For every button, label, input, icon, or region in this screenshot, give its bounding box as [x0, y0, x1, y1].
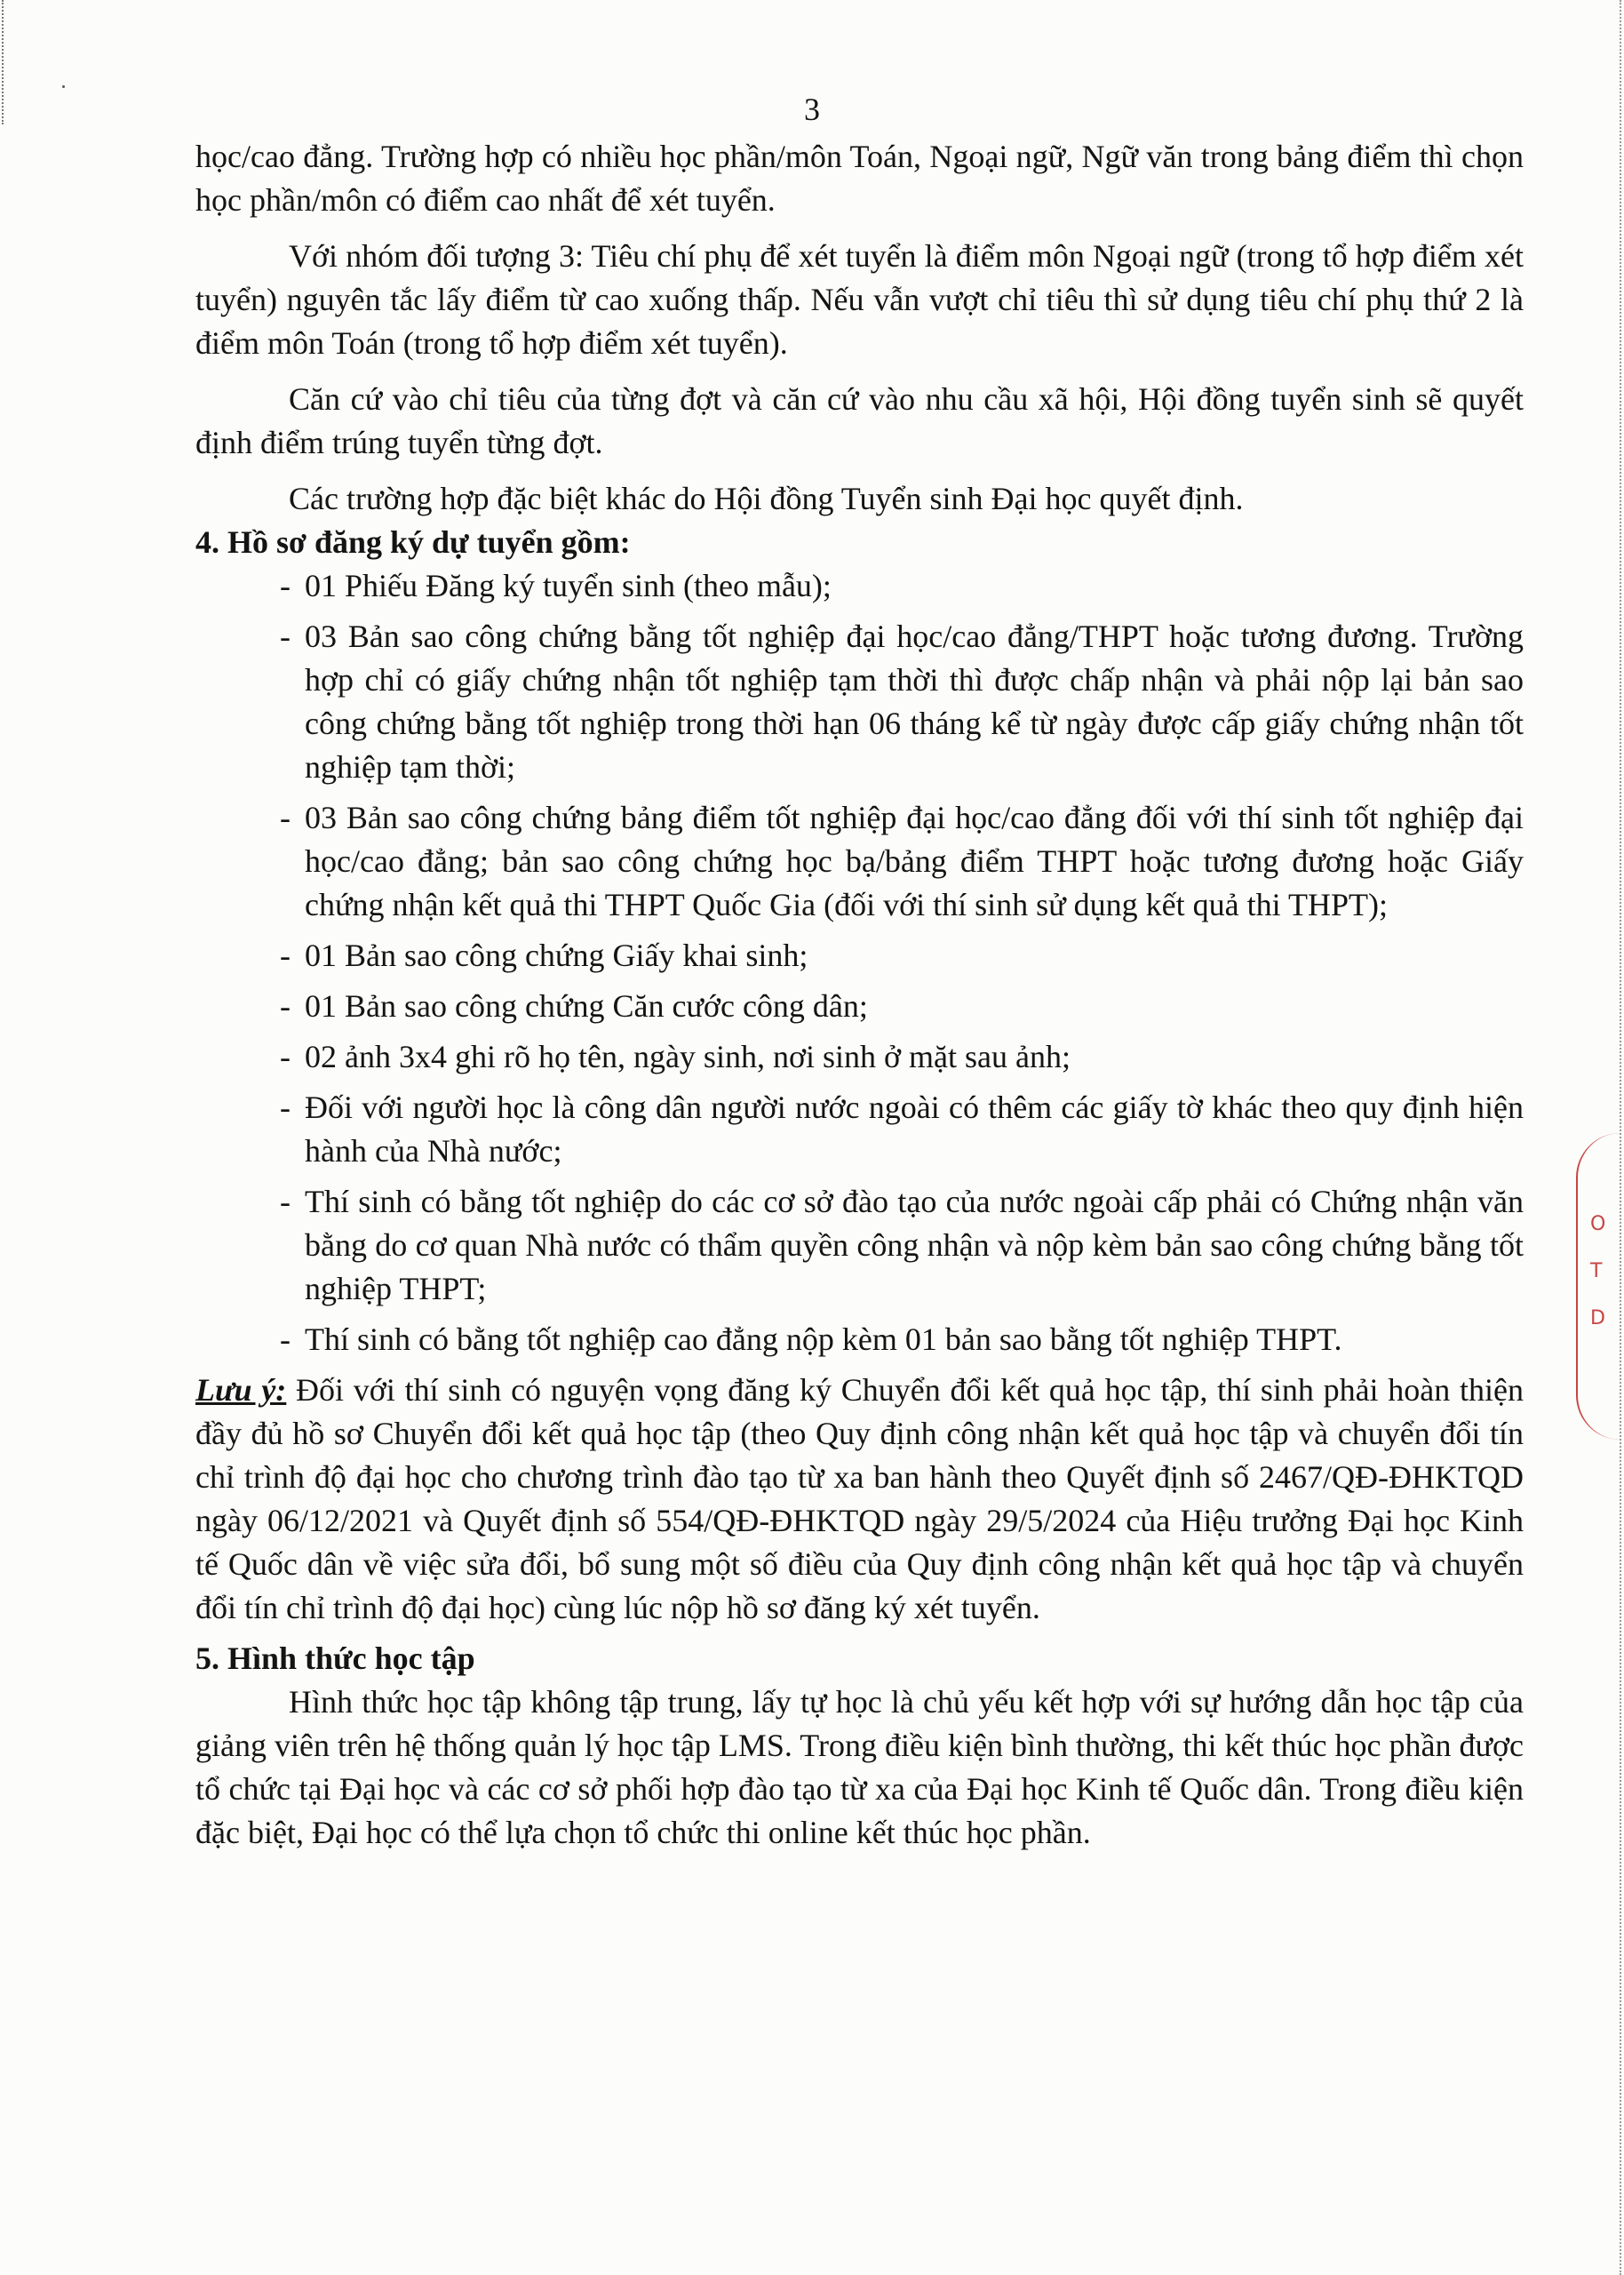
list-item: [280, 985, 1524, 1028]
document-body: [195, 135, 1524, 1867]
list-item-text: 01 Bản sao công chứng Giấy khai sinh;: [305, 938, 808, 973]
list-item: [280, 934, 1524, 978]
paragraph-tiebreak-rule: học/cao đẳng. Trường hợp có nhiều học phần/môn Toán, Ngoại ngữ, Ngữ văn trong bảng điểm thì chọn học phần/môn có điểm cao nhất để xét tuyển.: [195, 139, 1524, 218]
paragraph-special-cases: Các trường hợp đặc biệt khác do Hội đồng Tuyển sinh Đại học quyết định.: [289, 481, 1244, 516]
note-text: Đối với thí sinh có nguyện vọng đăng ký Chuyển đổi kết quả học tập, thí sinh phải hoàn thiện đầy đủ hồ sơ Chuyển đổi kết quả học tập (theo Quy định công nhận kết quả học tập và chuyển đổi tín chỉ trình độ đại học cho chương trình đào tạo từ xa ban hành theo Quyết định số 2467/QĐ-ĐHKTQD ngày 06/12/2021 và Quyết định số 554/QĐ-ĐHKTQD ngày 29/5/2024 của Hiệu trưởng Đại học Kinh tế Quốc dân về việc sửa đổi, bổ sung một số điều của Quy định công nhận kết quả học tập và chuyển đổi tín chỉ trình độ đại học) cùng lúc nộp hồ sơ đăng ký xét tuyển.: [195, 1372, 1524, 1625]
stamp-letter: T: [1590, 1260, 1603, 1282]
list-item-text: 01 Bản sao công chứng Căn cước công dân;: [305, 988, 868, 1024]
bullet-dash: -: [280, 568, 291, 603]
bullet-dash: -: [280, 1321, 291, 1357]
list-item-text: 03 Bản sao công chứng bảng điểm tốt nghiệp đại học/cao đẳng đối với thí sinh tốt nghiệp đại học/cao đẳng; bản sao công chứng học bạ/bảng điểm THPT hoặc tương đương hoặc Giấy chứng nhận kết quả thi THPT Quốc Gia (đối với thí sinh sử dụng kết quả thi THPT);: [305, 800, 1524, 922]
list-item-text: 03 Bản sao công chứng bằng tốt nghiệp đại học/cao đẳng/THPT hoặc tương đương. Trường hợp chỉ có giấy chứng nhận tốt nghiệp tạm thời thì được chấp nhận và phải nộp lại bản sao công chứng bằng tốt nghiệp trong thời hạn 06 tháng kể từ ngày được cấp giấy chứng nhận tốt nghiệp tạm thời;: [305, 619, 1524, 785]
list-item: [280, 1035, 1524, 1079]
application-documents-list: [195, 564, 1524, 1361]
bullet-dash: -: [280, 619, 291, 654]
section-4-heading: 4. Hồ sơ đăng ký dự tuyển gồm:: [195, 524, 631, 560]
page-number: 3: [804, 92, 820, 127]
paragraph-study-mode: Hình thức học tập không tập trung, lấy tự học là chủ yếu kết hợp với sự hướng dẫn học tập của giảng viên trên hệ thống quản lý học tập LMS. Trong điều kiện bình thường, thi kết thúc học phần được tổ chức tại Đại học và các cơ sở phối hợp đào tạo từ xa của Đại học Kinh tế Quốc dân. Trong điều kiện đặc biệt, Đại học có thể lựa chọn tổ chức thi online kết thúc học phần.: [195, 1684, 1524, 1850]
list-item: [280, 796, 1524, 927]
note-label: Lưu ý:: [195, 1372, 287, 1408]
bullet-dash: -: [280, 988, 291, 1024]
list-item: [280, 615, 1524, 789]
list-item: [280, 1318, 1524, 1361]
list-item: [280, 1086, 1524, 1173]
note-paragraph: [195, 1369, 1524, 1630]
stamp-letter: O: [1590, 1213, 1606, 1235]
stamp-letter: D: [1590, 1307, 1605, 1329]
bullet-dash: -: [280, 1090, 291, 1125]
bullet-dash: -: [280, 800, 291, 835]
list-item-text: Thí sinh có bằng tốt nghiệp cao đẳng nộp kèm 01 bản sao bằng tốt nghiệp THPT.: [305, 1321, 1342, 1357]
scan-speck: [62, 85, 65, 88]
list-item-text: Đối với người học là công dân người nước ngoài có thêm các giấy tờ khác theo quy định hiện hành của Nhà nước;: [305, 1090, 1524, 1169]
list-item-text: 01 Phiếu Đăng ký tuyển sinh (theo mẫu);: [305, 568, 832, 603]
list-item: [280, 564, 1524, 608]
list-item: [280, 1180, 1524, 1311]
seal-stamp-fragment: [1576, 1133, 1620, 1440]
bullet-dash: -: [280, 1039, 291, 1074]
bullet-dash: -: [280, 1184, 291, 1219]
section-5-heading: 5. Hình thức học tập: [195, 1640, 475, 1676]
bullet-dash: -: [280, 938, 291, 973]
paragraph-group-3-criteria: Với nhóm đối tượng 3: Tiêu chí phụ để xét tuyển là điểm môn Ngoại ngữ (trong tổ hợp điểm xét tuyển) nguyên tắc lấy điểm từ cao xuống thấp. Nếu vẫn vượt chỉ tiêu thì sử dụng tiêu chí phụ thứ 2 là điểm môn Toán (trong tổ hợp điểm xét tuyển).: [195, 238, 1524, 361]
list-item-text: Thí sinh có bằng tốt nghiệp do các cơ sở đào tạo của nước ngoài cấp phải có Chứng nhận văn bằng do cơ quan Nhà nước có thẩm quyền công nhận và nộp kèm bản sao công chứng bằng tốt nghiệp THPT;: [305, 1184, 1524, 1306]
list-item-text: 02 ảnh 3x4 ghi rõ họ tên, ngày sinh, nơi sinh ở mặt sau ảnh;: [305, 1039, 1071, 1074]
paragraph-quota-decision: Căn cứ vào chỉ tiêu của từng đợt và căn cứ vào nhu cầu xã hội, Hội đồng tuyển sinh sẽ quyết định điểm trúng tuyển từng đợt.: [195, 381, 1524, 460]
